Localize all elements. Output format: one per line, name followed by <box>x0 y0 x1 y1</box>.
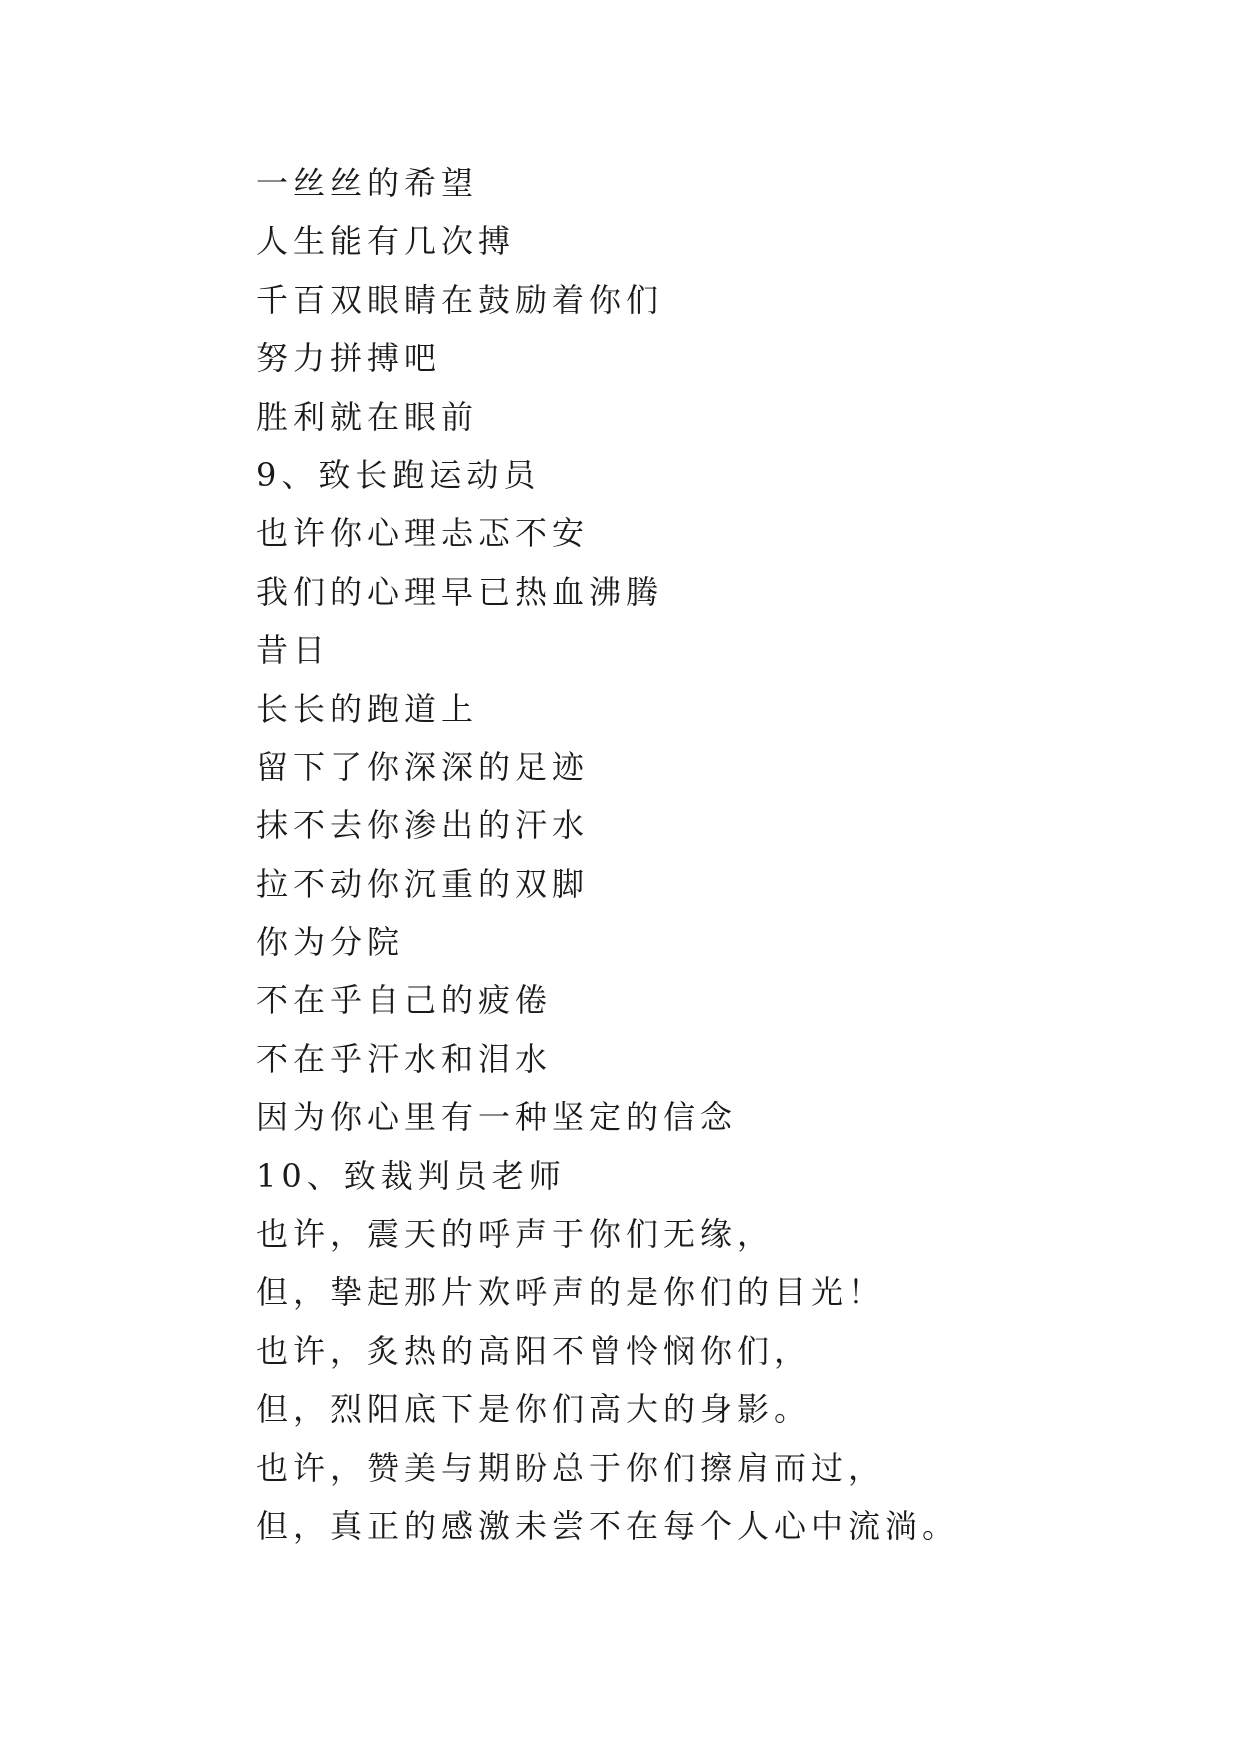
section-heading: 9、致长跑运动员 <box>256 455 541 494</box>
text-line: 一丝丝的希望 <box>256 164 479 202</box>
text-line: 你为分院 <box>256 923 405 962</box>
text-line: 也许你心理忐忑不安 <box>256 514 590 553</box>
text-line: 努力拼搏吧 <box>256 339 442 378</box>
text-line: 也许，炙热的高阳不曾怜悯你们， <box>256 1331 812 1370</box>
text-line: 但，烈阳底下是你们高大的身影。 <box>256 1390 812 1429</box>
text-line: 也许，赞美与期盼总于你们擦肩而过， <box>256 1448 886 1487</box>
text-line: 拉不动你沉重的双脚 <box>256 864 590 903</box>
text-line: 不在乎汗水和泪水 <box>256 1039 553 1078</box>
text-line: 千百双眼睛在鼓励着你们 <box>256 280 664 319</box>
section-heading: 10、致裁判员老师 <box>256 1156 566 1195</box>
text-line: 不在乎自己的疲倦 <box>256 981 553 1020</box>
text-line: 抹不去你渗出的汗水 <box>256 806 590 845</box>
text-line: 我们的心理早已热血沸腾 <box>256 572 664 611</box>
text-line: 但，真正的感激未尝不在每个人心中流淌。 <box>256 1506 960 1545</box>
text-line: 长长的跑道上 <box>256 689 479 728</box>
text-line: 人生能有几次搏 <box>256 222 516 261</box>
text-line: 但，挚起那片欢呼声的是你们的目光！ <box>256 1273 886 1312</box>
text-line: 因为你心里有一种坚定的信念 <box>256 1098 738 1137</box>
text-line: 昔日 <box>256 631 331 670</box>
text-line: 留下了你深深的足迹 <box>256 747 590 786</box>
poem-text-block <box>256 154 1156 1555</box>
text-line: 胜利就在眼前 <box>256 397 479 436</box>
text-line: 也许，震天的呼声于你们无缘， <box>256 1215 775 1254</box>
